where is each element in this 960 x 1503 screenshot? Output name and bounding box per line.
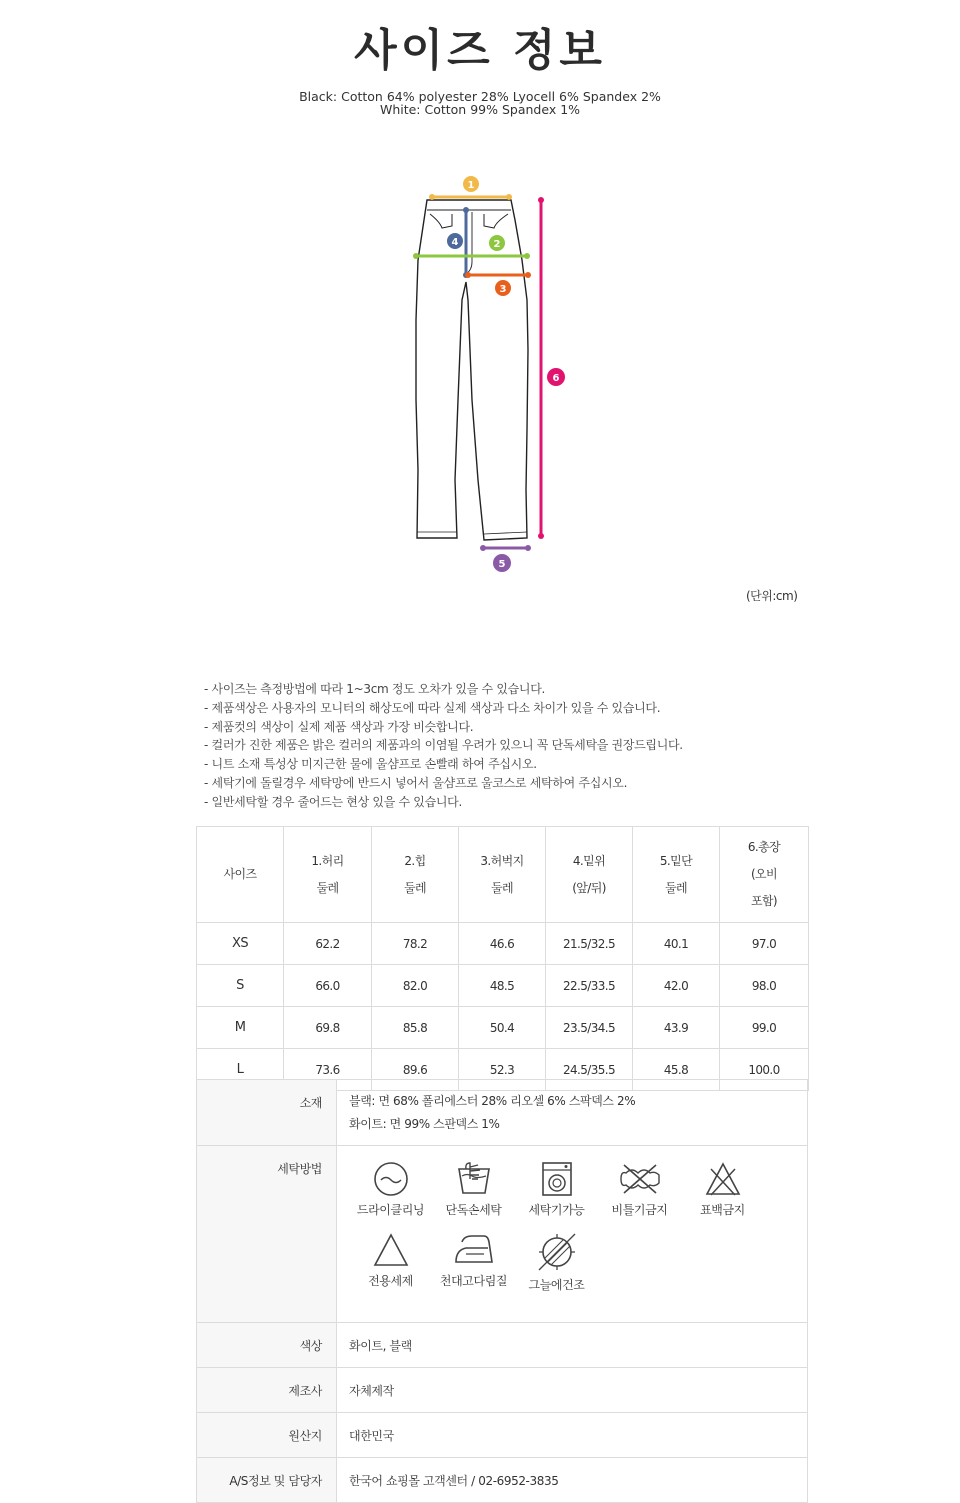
marker-4-label: 4 [451,237,459,248]
wash-item: 드라이클리닝 [349,1161,432,1218]
note-item: - 제품색상은 사용자의 모니터의 해상도에 따라 실제 색상과 다소 차이가 있을 수 있습니다. [204,700,661,715]
iron-icon [454,1232,494,1268]
marker-2-label: 2 [493,239,501,250]
color-value: 화이트, 블랙 [337,1323,808,1368]
table-row: L 73.6 89.6 52.3 24.5/35.5 45.8 100.0 [197,1049,809,1091]
no-wring-icon [618,1161,662,1197]
table-row: XS 62.2 78.2 46.6 21.5/32.5 40.1 97.0 [197,923,809,965]
wash-item: 그늘에건조 [515,1232,598,1293]
note-item: - 컬러가 진한 제품은 밝은 컬러의 제품과의 이염될 우려가 있으니 꼭 단독세탁을 권장드립니다. [204,738,683,753]
wash-item: 전용세제 [349,1232,432,1293]
note-item: - 니트 소재 특성상 미지근한 물에 울샴프로 손빨래 하여 주십시오. [204,757,537,772]
marker-5-label: 5 [498,559,506,570]
wash-icons [337,1146,808,1323]
wash-item: 표백금지 [681,1161,764,1218]
table-row: M 69.8 85.8 50.4 23.5/34.5 43.9 99.0 [197,1007,809,1049]
size-table [196,826,809,1091]
material-value: 블랙: 면 68% 폴리에스터 28% 리오셀 6% 스팍덱스 2% 화이트: 면 99% 스판덱스 1% [337,1080,808,1146]
page-title: 사이즈 정보 [354,25,606,76]
maker-label: 제조사 [197,1368,337,1413]
washing-machine-icon [539,1161,575,1197]
wash-item: 세탁기가능 [515,1161,598,1218]
detergent-icon [373,1232,409,1268]
origin-label: 원산지 [197,1413,337,1458]
maker-value: 자체제작 [337,1368,808,1413]
note-item: - 일반세탁할 경우 줄어드는 현상 있을 수 있습니다. [204,794,462,809]
fabric-white: White: Cotton 99% Spandex 1% [379,102,581,117]
wash-label: 세탁방법 [197,1146,337,1323]
color-label: 색상 [197,1323,337,1368]
marker-1-label: 1 [467,180,475,191]
info-row-as [197,1458,808,1503]
wash-item: 단독손세탁 [432,1161,515,1218]
no-bleach-icon [705,1161,741,1197]
size-table-header [197,827,809,923]
header-length: 6.총장 (오비 포함) [720,827,809,923]
as-value: 한국어 쇼핑몰 고객센터 / 02-6952-3835 [337,1458,808,1503]
wash-item: 천대고다림질 [432,1232,515,1293]
marker-6-label: 6 [552,373,560,384]
size-notes [204,680,683,812]
info-row-color [197,1323,808,1368]
hand-wash-icon [456,1161,492,1197]
header-thigh: 3.허벅지 둘레 [459,827,546,923]
pants-illustration [400,165,580,585]
header-size: 사이즈 [197,827,284,923]
note-item: - 사이즈는 측정방법에 따라 1~3cm 정도 오차가 있을 수 있습니다. [204,682,546,696]
left-pocket [430,214,452,228]
dry-clean-icon [373,1161,409,1197]
material-label: 소재 [197,1080,337,1146]
header-waist: 1.허리 둘레 [284,827,372,923]
wash-item: 비틀기금지 [598,1161,681,1218]
as-label: A/S정보 및 담당자 [197,1458,337,1503]
info-row-origin [197,1413,808,1458]
unit-label: (단위:cm) [746,589,798,603]
header-hip: 2.힙 둘레 [372,827,459,923]
fabric-composition [0,90,960,116]
fabric-black: Black: Cotton 64% polyester 28% Lyocell 6% Spandex 2% [299,89,661,104]
table-row: S 66.0 82.0 48.5 22.5/33.5 42.0 98.0 [197,965,809,1007]
header-hem: 5.밑단 둘레 [633,827,720,923]
pants-measurement-diagram [400,165,580,589]
shade-dry-icon [537,1232,577,1272]
right-pocket [484,214,508,228]
header-rise: 4.밑위 (앞/뒤) [546,827,633,923]
info-row-material [197,1080,808,1146]
info-row-maker [197,1368,808,1413]
note-item: - 세탁기에 돌릴경우 세탁망에 반드시 넣어서 울샴프로 울코스로 세탁하여 주십시오. [204,775,628,790]
origin-value: 대한민국 [337,1413,808,1458]
info-row-wash [197,1146,808,1323]
marker-3-label: 3 [499,284,507,295]
note-item: - 제품컷의 색상이 실제 제품 색상과 가장 비슷합니다. [204,719,474,734]
product-info-table [196,1079,808,1503]
hem-right [484,532,527,534]
